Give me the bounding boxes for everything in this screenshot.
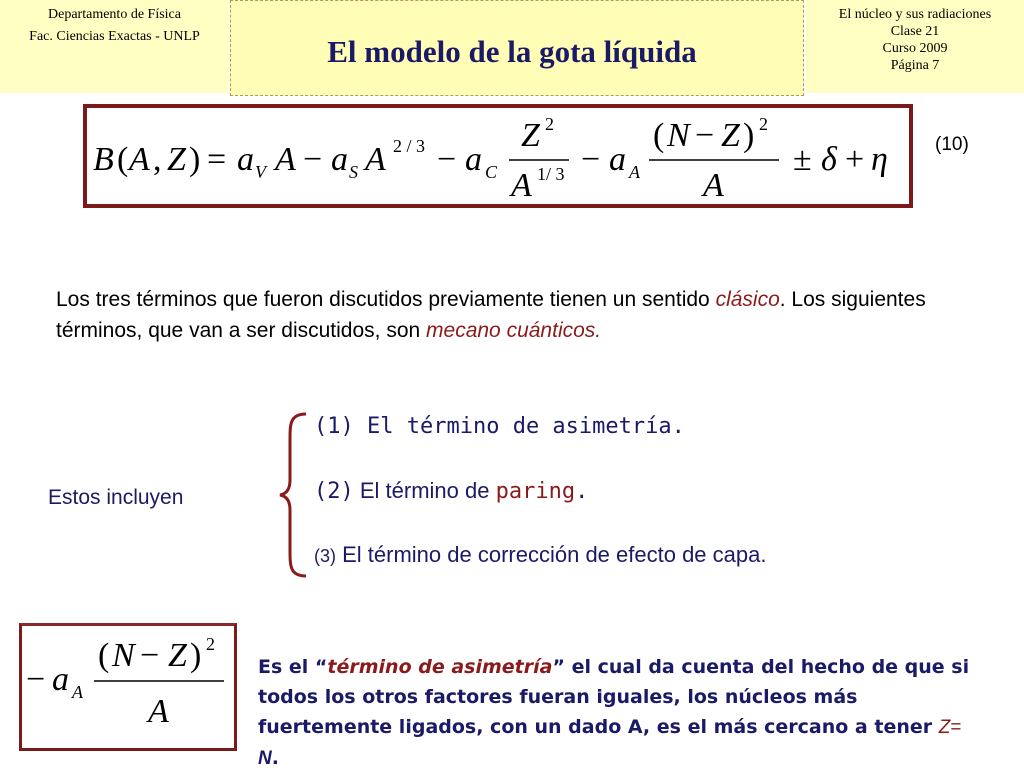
item-2-text: El término de [359, 478, 496, 503]
svg-text:δ: δ [821, 141, 837, 178]
svg-text:A: A [275, 141, 296, 178]
item-2-number: (2) [314, 479, 354, 504]
svg-text:A: A [129, 141, 150, 178]
item-1-text: El término de asimetría. [367, 414, 685, 439]
item-pairing [314, 478, 588, 504]
svg-text:V: V [255, 162, 266, 182]
item-shell-correction [314, 542, 766, 568]
includes-label: Estos incluyen [48, 486, 184, 509]
z-symbol: Z [938, 717, 951, 738]
svg-text:+: + [845, 141, 865, 178]
svg-text:(: ( [117, 141, 129, 178]
n-symbol: N [258, 748, 272, 769]
asymmetry-term-label: término de asimetría [327, 656, 553, 678]
expl-end: . [271, 747, 279, 769]
svg-text:(: ( [653, 117, 665, 154]
svg-text:C: C [485, 162, 498, 182]
svg-text:a: a [331, 141, 348, 178]
svg-text:A: A [72, 682, 83, 702]
class-number: Clase 21 [890, 24, 940, 39]
item-1-number: (1) [314, 414, 354, 439]
svg-text:−: − [437, 141, 457, 178]
header-right-box [806, 0, 1024, 93]
asymmetry-term-formula [22, 626, 234, 748]
svg-text:A: A [511, 167, 532, 204]
svg-text:a: a [52, 661, 69, 698]
svg-text:2: 2 [759, 114, 768, 134]
expl-text-1: Es el “ [258, 656, 328, 678]
asymmetry-explanation [258, 652, 978, 774]
svg-text:−: − [140, 637, 160, 674]
asymmetry-term-box [19, 623, 237, 751]
svg-text:S: S [349, 162, 358, 182]
equation-number: (10) [935, 134, 969, 155]
svg-text:a: a [237, 141, 254, 178]
svg-text:2: 2 [206, 634, 215, 654]
binding-energy-equation [87, 108, 909, 204]
svg-text:Z: Z [168, 637, 187, 674]
svg-text:=: = [207, 141, 227, 178]
pairing-term: paring [495, 479, 576, 504]
paragraph-text-1: Los tres términos que fueron discutidos previamente tienen un sentido [56, 288, 716, 311]
svg-text:N: N [667, 117, 690, 154]
svg-text:,: , [153, 141, 162, 178]
svg-text:−: − [26, 661, 46, 698]
svg-text:−: − [581, 141, 601, 178]
svg-text:1/ 3: 1/ 3 [537, 164, 565, 184]
page-number: Página 7 [890, 58, 940, 73]
svg-text:−: − [695, 117, 715, 154]
svg-text:Z: Z [521, 117, 540, 154]
paragraph-text-2: . Los siguientes términos, que van a ser discutidos, son [56, 288, 926, 342]
item-2-end: . [575, 479, 589, 504]
paragraph-end: . [595, 319, 602, 342]
quantum-term: mecano cuánticos [426, 319, 596, 342]
svg-text:±: ± [793, 141, 812, 178]
course-title: El núcleo y sus radiaciones [838, 7, 992, 22]
svg-text:B: B [93, 141, 114, 178]
svg-text:a: a [609, 141, 626, 178]
svg-text:): ) [743, 117, 755, 154]
svg-text:N: N [112, 637, 135, 674]
svg-text:2: 2 [545, 114, 554, 134]
svg-text:A: A [365, 141, 386, 178]
expl-text-2: ” el cual da cuenta del hecho de que si todos los otros factores fueran iguales, los núcleos más fuertemente ligados, con un dado A, es el más cercano a tener [258, 656, 970, 738]
svg-text:2 / 3: 2 / 3 [393, 136, 426, 156]
page-title: El modelo de la gota líquida [327, 34, 697, 69]
faculty-label: Fac. Ciencias Exactas - UNLP [29, 29, 200, 44]
svg-text:Z: Z [721, 117, 740, 154]
svg-text:): ) [189, 141, 201, 178]
equals-sign: = [950, 717, 962, 738]
svg-text:A: A [629, 162, 640, 182]
svg-text:η: η [871, 141, 888, 178]
intro-paragraph [56, 284, 1006, 346]
svg-text:−: − [303, 141, 323, 178]
svg-text:a: a [465, 141, 482, 178]
curly-brace [276, 410, 312, 580]
item-3-number: (3) [314, 546, 336, 566]
course-year: Curso 2009 [882, 41, 948, 56]
svg-text:A: A [703, 167, 724, 204]
item-asymmetry [314, 414, 685, 439]
department-label: Departamento de Física [48, 7, 181, 22]
svg-text:(: ( [98, 637, 110, 674]
binding-energy-equation-box [83, 104, 913, 208]
classic-term: clásico [715, 288, 780, 311]
item-3-text: El término de corrección de efecto de capa. [342, 542, 767, 567]
svg-text:): ) [190, 637, 202, 674]
svg-text:Z: Z [167, 141, 186, 178]
svg-text:A: A [148, 693, 169, 730]
